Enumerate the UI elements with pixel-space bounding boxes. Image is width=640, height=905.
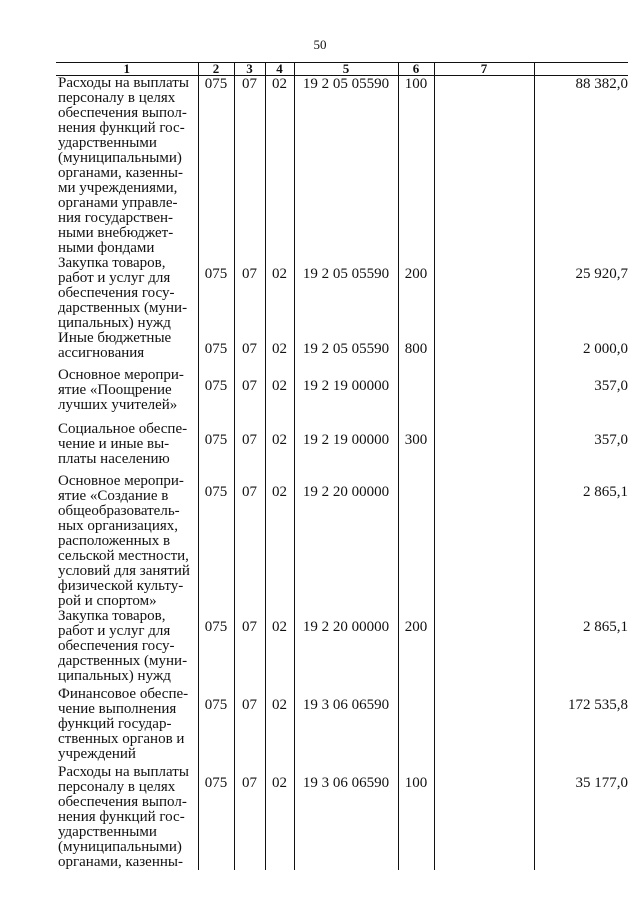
row-name-line: работ и услуг для: [58, 623, 171, 639]
row-name-line: персоналу в целях: [58, 90, 176, 106]
code-4-cell: 02: [265, 687, 294, 765]
row-name-line: чение выполнения: [58, 701, 177, 717]
expense-type-cell: 200: [398, 609, 434, 687]
code-2-cell: 075: [198, 331, 234, 368]
row-name-line: ных организациях,: [58, 518, 179, 534]
amount-cell: 2 000,0: [534, 331, 628, 368]
header-cell: [534, 63, 628, 76]
expense-type-cell: [398, 474, 434, 609]
row-name-line: учреждений: [58, 746, 136, 762]
row-name-line: ния государствен-: [58, 210, 174, 226]
target-code-cell: 19 2 05 05590: [294, 331, 398, 368]
header-row: [56, 63, 628, 76]
target-code-cell: 19 2 20 00000: [294, 609, 398, 687]
row-name-line: Расходы на выплаты: [58, 764, 189, 780]
row-name-line: ственных органов и: [58, 731, 185, 747]
table-row: [56, 609, 628, 687]
target-code-cell: 19 2 05 05590: [294, 256, 398, 331]
row-name-line: ассигнования: [58, 345, 145, 361]
code-2-cell: 075: [198, 368, 234, 422]
amount-cell: 172 535,8: [534, 687, 628, 765]
row-name-line: ципальных) нужд: [58, 668, 171, 684]
header-cell: 3: [234, 63, 265, 76]
row-name-line: ятие «Поощрение: [58, 382, 172, 398]
row-name-line: Основное меропри-: [58, 473, 184, 489]
row-name-line: обеспечения госу-: [58, 638, 175, 654]
row-name-cell: [56, 422, 198, 474]
row-name-line: Иные бюджетные: [58, 330, 172, 346]
code-3-cell: 07: [234, 765, 265, 870]
code-4-cell: 02: [265, 765, 294, 870]
amount-cell: 25 920,7: [534, 256, 628, 331]
row-name-line: ятие «Создание в: [58, 488, 169, 504]
header-cell: 2: [198, 63, 234, 76]
target-code-cell: 19 3 06 06590: [294, 687, 398, 765]
row-name-line: рой и спортом»: [58, 593, 157, 609]
row-name-line: ми учреждениями,: [58, 180, 178, 196]
row-name-line: обеспечения госу-: [58, 285, 175, 301]
code-4-cell: 02: [265, 368, 294, 422]
amount-cell: 35 177,0: [534, 765, 628, 870]
column-7-cell: [434, 687, 534, 765]
code-3-cell: 07: [234, 256, 265, 331]
row-name-line: Расходы на выплаты: [58, 75, 189, 91]
table-row: [56, 474, 628, 609]
amount-cell: 357,0: [534, 422, 628, 474]
amount-cell: 2 865,1: [534, 474, 628, 609]
row-name-line: ударственными: [58, 135, 157, 151]
row-name-line: дарственных (муни-: [58, 300, 188, 316]
amount-cell: 357,0: [534, 368, 628, 422]
code-2-cell: 075: [198, 609, 234, 687]
expense-type-cell: 200: [398, 256, 434, 331]
code-3-cell: 07: [234, 331, 265, 368]
row-name-line: Основное меропри-: [58, 367, 184, 383]
row-name-cell: [56, 609, 198, 687]
row-name-line: лучших учителей»: [58, 397, 178, 413]
column-7-cell: [434, 474, 534, 609]
budget-table: [56, 62, 628, 870]
row-name-line: Финансовое обеспе-: [58, 686, 189, 702]
expense-type-cell: [398, 687, 434, 765]
code-4-cell: 02: [265, 331, 294, 368]
column-7-cell: [434, 422, 534, 474]
row-name-cell: [56, 765, 198, 870]
row-name-line: физической культу-: [58, 578, 184, 594]
header-cell: 1: [56, 63, 198, 76]
code-4-cell: 02: [265, 609, 294, 687]
row-name-cell: [56, 368, 198, 422]
row-name-cell: [56, 331, 198, 368]
row-name-cell: [56, 76, 198, 257]
row-name-line: Социальное обеспе-: [58, 421, 188, 437]
code-3-cell: 07: [234, 422, 265, 474]
amount-cell: 88 382,0: [534, 76, 628, 257]
row-name-line: нения функций гос-: [58, 809, 185, 825]
row-name-line: чение и иные вы-: [58, 436, 170, 452]
expense-type-cell: 800: [398, 331, 434, 368]
expense-type-cell: 100: [398, 76, 434, 257]
code-4-cell: 02: [265, 422, 294, 474]
target-code-cell: 19 2 05 05590: [294, 76, 398, 257]
target-code-cell: 19 2 20 00000: [294, 474, 398, 609]
code-4-cell: 02: [265, 76, 294, 257]
amount-cell: 2 865,1: [534, 609, 628, 687]
row-name-line: функций государ-: [58, 716, 172, 732]
code-2-cell: 075: [198, 76, 234, 257]
code-3-cell: 07: [234, 609, 265, 687]
header-cell: 6: [398, 63, 434, 76]
row-name-line: Закупка товаров,: [58, 255, 166, 271]
table-row: [56, 368, 628, 422]
row-name-line: расположенных в: [58, 533, 171, 549]
row-name-line: Закупка товаров,: [58, 608, 166, 624]
target-code-cell: 19 2 19 00000: [294, 368, 398, 422]
row-name-line: нения функций гос-: [58, 120, 185, 136]
code-2-cell: 075: [198, 765, 234, 870]
table-row: [56, 422, 628, 474]
row-name-line: ными фондами: [58, 240, 155, 256]
target-code-cell: 19 3 06 06590: [294, 765, 398, 870]
row-name-line: ными внебюджет-: [58, 225, 174, 241]
table-row: [56, 765, 628, 870]
code-4-cell: 02: [265, 474, 294, 609]
page-number: 50: [313, 37, 327, 52]
row-name-line: дарственных (муни-: [58, 653, 188, 669]
row-name-line: органами, казенны-: [58, 854, 183, 870]
code-2-cell: 075: [198, 422, 234, 474]
header-cell: 7: [434, 63, 534, 76]
target-code-cell: 19 2 19 00000: [294, 422, 398, 474]
code-2-cell: 075: [198, 474, 234, 609]
row-name-line: ударственными: [58, 824, 157, 840]
column-7-cell: [434, 331, 534, 368]
code-2-cell: 075: [198, 687, 234, 765]
table-row: [56, 256, 628, 331]
table-row: [56, 687, 628, 765]
column-7-cell: [434, 765, 534, 870]
row-name-line: ципальных) нужд: [58, 315, 171, 331]
code-3-cell: 07: [234, 687, 265, 765]
expense-type-cell: 300: [398, 422, 434, 474]
row-name-line: (муниципальными): [58, 150, 182, 166]
row-name-line: обеспечения выпол-: [58, 794, 187, 810]
column-7-cell: [434, 609, 534, 687]
column-7-cell: [434, 368, 534, 422]
column-7-cell: [434, 256, 534, 331]
code-4-cell: 02: [265, 256, 294, 331]
row-name-line: (муниципальными): [58, 839, 182, 855]
expense-type-cell: [398, 368, 434, 422]
row-name-line: сельской местности,: [58, 548, 189, 564]
column-7-cell: [434, 76, 534, 257]
expense-type-cell: 100: [398, 765, 434, 870]
row-name-line: обеспечения выпол-: [58, 105, 187, 121]
row-name-cell: [56, 474, 198, 609]
row-name-line: общеобразователь-: [58, 503, 180, 519]
table-row: [56, 331, 628, 368]
table-row: [56, 76, 628, 257]
header-cell: 4: [265, 63, 294, 76]
row-name-line: органами, казенны-: [58, 165, 183, 181]
code-3-cell: 07: [234, 368, 265, 422]
row-name-line: платы населению: [58, 451, 170, 467]
row-name-line: условий для занятий: [58, 563, 190, 579]
code-3-cell: 07: [234, 474, 265, 609]
row-name-cell: [56, 256, 198, 331]
code-3-cell: 07: [234, 76, 265, 257]
code-2-cell: 075: [198, 256, 234, 331]
row-name-line: персоналу в целях: [58, 779, 176, 795]
row-name-cell: [56, 687, 198, 765]
row-name-line: работ и услуг для: [58, 270, 171, 286]
row-name-line: органами управле-: [58, 195, 178, 211]
header-cell: 5: [294, 63, 398, 76]
